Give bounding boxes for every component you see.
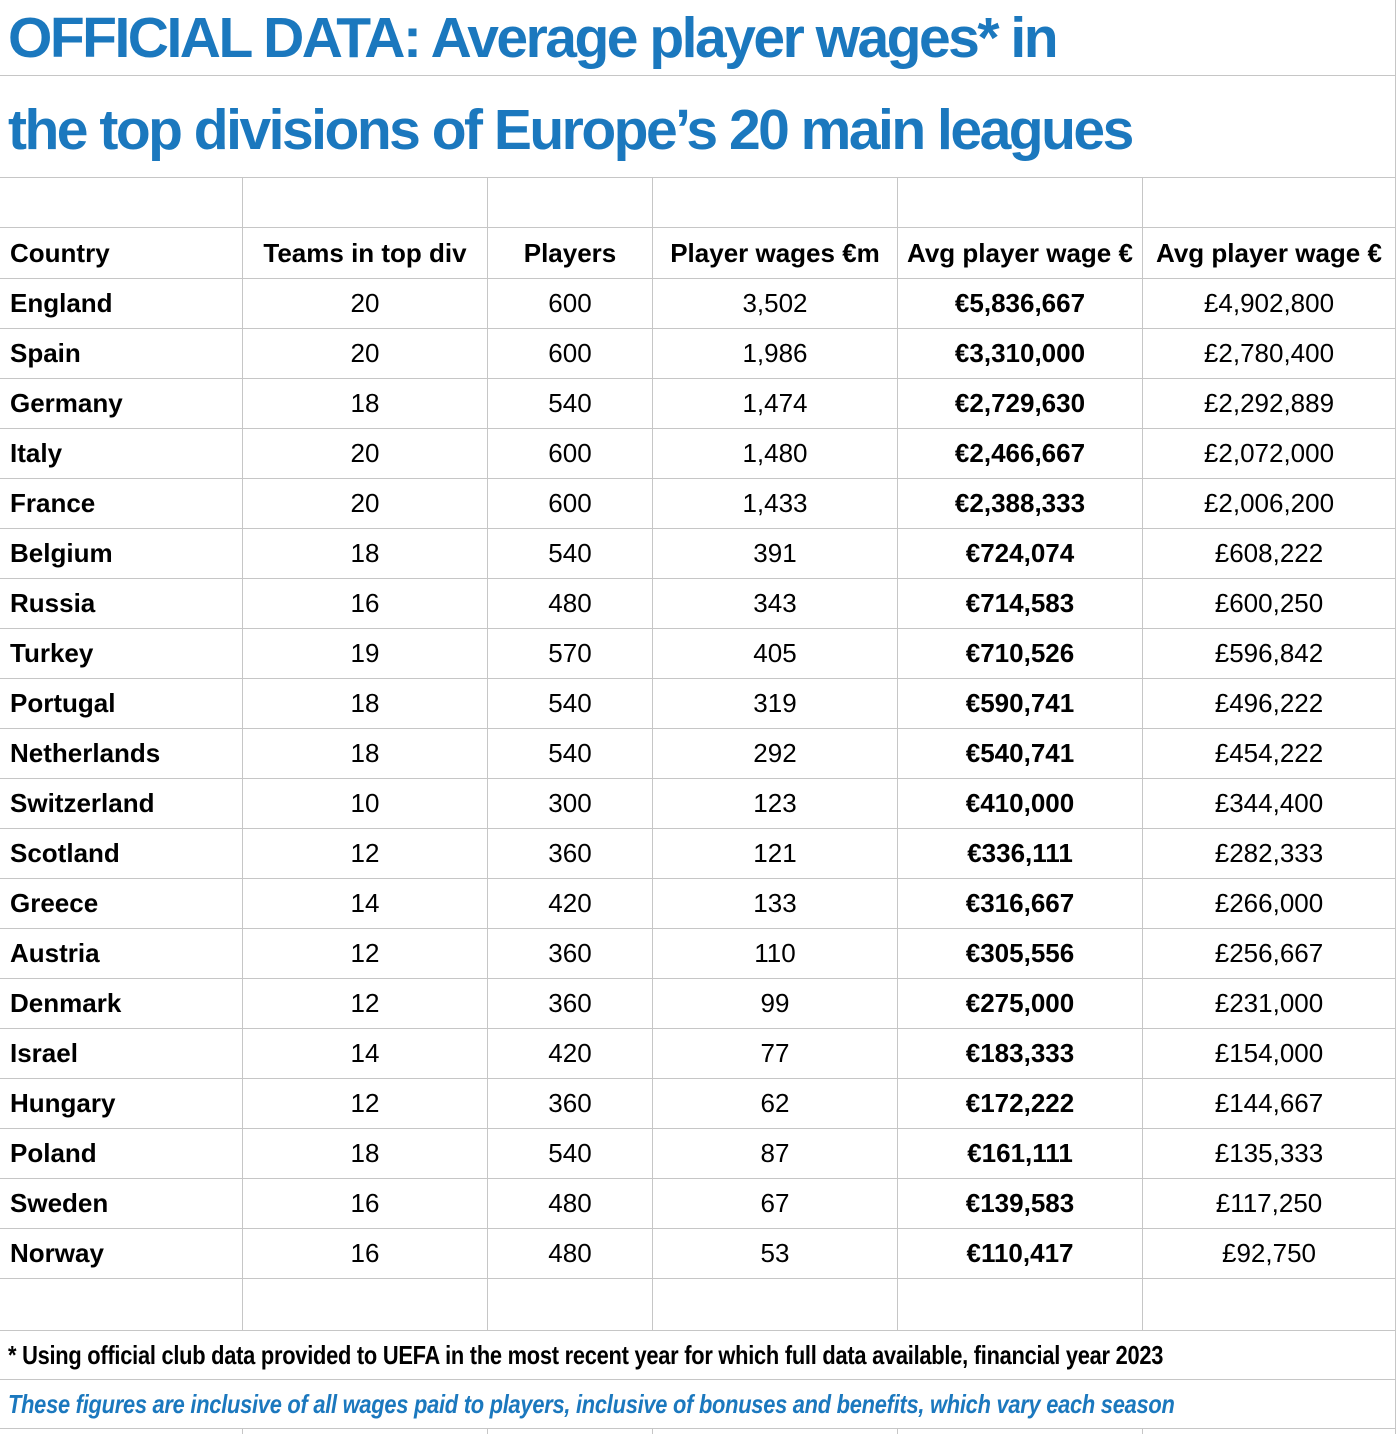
- empty-cell: [243, 1279, 488, 1330]
- header-avg-wage-gbp: Avg player wage €: [1156, 237, 1382, 268]
- value-cell: 540: [488, 529, 653, 578]
- value-cell: £496,222: [1214, 688, 1324, 718]
- country-cell: Hungary: [0, 1079, 243, 1128]
- country-cell: Scotland: [0, 829, 243, 878]
- value-cell: 600: [488, 279, 653, 328]
- value-cell: £92,750: [1222, 1238, 1316, 1268]
- value-cell: 12: [243, 929, 488, 978]
- table-row: [0, 1229, 1395, 1279]
- value-cell: 600: [488, 329, 653, 378]
- empty-cell: [488, 178, 653, 227]
- table-body: [0, 279, 1395, 1279]
- country-cell: England: [0, 279, 243, 328]
- empty-cell: [488, 1279, 653, 1330]
- value-cell: 121: [653, 829, 898, 878]
- table-row: [0, 1029, 1395, 1079]
- value-cell: €275,000: [898, 979, 1143, 1028]
- value-cell: 360: [488, 979, 653, 1028]
- value-cell: £2,006,200: [1203, 488, 1335, 518]
- table-row: [0, 1079, 1395, 1129]
- value-cell: 480: [488, 1179, 653, 1228]
- country-cell: Turkey: [0, 629, 243, 678]
- header-teams: Teams in top div: [243, 228, 488, 278]
- value-cell: 18: [243, 379, 488, 428]
- value-cell: €710,526: [898, 629, 1143, 678]
- table-row: [0, 629, 1395, 679]
- value-cell: £117,250: [1215, 1188, 1323, 1218]
- page-title-line1: OFFICIAL DATA: Average player wages* in: [0, 0, 1395, 76]
- value-cell: €2,466,667: [898, 429, 1143, 478]
- value-cell: 405: [653, 629, 898, 678]
- value-cell: 19: [243, 629, 488, 678]
- value-cell: 20: [243, 329, 488, 378]
- value-cell: 3,502: [653, 279, 898, 328]
- value-cell: 87: [653, 1129, 898, 1178]
- country-cell: France: [0, 479, 243, 528]
- value-cell: £2,292,889: [1203, 388, 1335, 418]
- value-cell: 16: [243, 1179, 488, 1228]
- value-cell: 18: [243, 729, 488, 778]
- value-cell: €2,388,333: [898, 479, 1143, 528]
- value-cell: €110,417: [898, 1229, 1143, 1278]
- value-cell: 540: [488, 379, 653, 428]
- table-row: [0, 1179, 1395, 1229]
- table-row: [0, 429, 1395, 479]
- value-cell: €714,583: [898, 579, 1143, 628]
- value-cell: 16: [243, 1229, 488, 1278]
- value-cell: 600: [488, 429, 653, 478]
- value-cell: 480: [488, 579, 653, 628]
- value-cell: 1,474: [653, 379, 898, 428]
- value-cell: 20: [243, 429, 488, 478]
- value-cell: €540,741: [898, 729, 1143, 778]
- value-cell: £266,000: [1214, 888, 1324, 918]
- value-cell: 600: [488, 479, 653, 528]
- value-cell: £608,222: [1214, 538, 1324, 568]
- table-row: [0, 529, 1395, 579]
- empty-cell: [0, 1279, 243, 1330]
- value-cell: €724,074: [898, 529, 1143, 578]
- footnote-italic-row: [0, 1380, 1395, 1429]
- spacer-row-bottom: [0, 1279, 1395, 1331]
- value-cell: €590,741: [898, 679, 1143, 728]
- value-cell: 1,986: [653, 329, 898, 378]
- value-cell: 53: [653, 1229, 898, 1278]
- value-cell: 133: [653, 879, 898, 928]
- empty-cell: [0, 178, 243, 227]
- value-cell: 319: [653, 679, 898, 728]
- value-cell: £256,667: [1214, 938, 1324, 968]
- table-row: [0, 829, 1395, 879]
- table-row: [0, 779, 1395, 829]
- value-cell: 16: [243, 579, 488, 628]
- empty-cell: [243, 178, 488, 227]
- empty-cell: [898, 1429, 1143, 1434]
- value-cell: €172,222: [898, 1079, 1143, 1128]
- value-cell: £600,250: [1214, 588, 1324, 618]
- value-cell: 10: [243, 779, 488, 828]
- value-cell: £596,842: [1214, 638, 1324, 668]
- value-cell: 300: [488, 779, 653, 828]
- value-cell: 360: [488, 829, 653, 878]
- value-cell: 62: [653, 1079, 898, 1128]
- value-cell: 18: [243, 1129, 488, 1178]
- table-row: [0, 279, 1395, 329]
- country-cell: Switzerland: [0, 779, 243, 828]
- table-row: [0, 729, 1395, 779]
- country-cell: Portugal: [0, 679, 243, 728]
- country-cell: Norway: [0, 1229, 243, 1278]
- header-country: Country: [0, 228, 243, 278]
- value-cell: 18: [243, 679, 488, 728]
- value-cell: 67: [653, 1179, 898, 1228]
- empty-cell: [1143, 1429, 1395, 1434]
- value-cell: 540: [488, 679, 653, 728]
- footnote-italic-text: These figures are inclusive of all wages paid to players, inclusive of bonuses and benefits, which vary each season: [8, 1388, 1175, 1419]
- value-cell: €5,836,667: [898, 279, 1143, 328]
- value-cell: €305,556: [898, 929, 1143, 978]
- value-cell: €336,111: [898, 829, 1143, 878]
- country-cell: Austria: [0, 929, 243, 978]
- header-wages-total: Player wages €m: [653, 228, 898, 278]
- value-cell: 14: [243, 879, 488, 928]
- country-cell: Belgium: [0, 529, 243, 578]
- country-cell: Denmark: [0, 979, 243, 1028]
- empty-cell: [488, 1429, 653, 1434]
- value-cell: 420: [488, 1029, 653, 1078]
- value-cell: £144,667: [1214, 1088, 1324, 1118]
- value-cell: 20: [243, 479, 488, 528]
- value-cell: 12: [243, 829, 488, 878]
- value-cell: 12: [243, 979, 488, 1028]
- value-cell: 540: [488, 1129, 653, 1178]
- value-cell: £344,400: [1214, 788, 1324, 818]
- country-cell: Spain: [0, 329, 243, 378]
- table-row: [0, 579, 1395, 629]
- value-cell: €139,583: [898, 1179, 1143, 1228]
- value-cell: £154,000: [1214, 1038, 1324, 1068]
- value-cell: €410,000: [898, 779, 1143, 828]
- value-cell: 110: [653, 929, 898, 978]
- table-row: [0, 379, 1395, 429]
- footnote-row: [0, 1331, 1395, 1380]
- value-cell: €2,729,630: [898, 379, 1143, 428]
- empty-cell: [653, 178, 898, 227]
- table-row: [0, 479, 1395, 529]
- value-cell: 20: [243, 279, 488, 328]
- table-row: [0, 879, 1395, 929]
- value-cell: £4,902,800: [1203, 288, 1335, 318]
- value-cell: £454,222: [1214, 738, 1324, 768]
- value-cell: 123: [653, 779, 898, 828]
- value-cell: 14: [243, 1029, 488, 1078]
- value-cell: €316,667: [898, 879, 1143, 928]
- value-cell: 18: [243, 529, 488, 578]
- value-cell: £2,072,000: [1203, 438, 1335, 468]
- country-cell: Sweden: [0, 1179, 243, 1228]
- empty-cell: [1143, 1279, 1395, 1330]
- empty-cell: [243, 1429, 488, 1434]
- empty-cell: [653, 1429, 898, 1434]
- table-row: [0, 979, 1395, 1029]
- header-players: Players: [488, 228, 653, 278]
- value-cell: £2,780,400: [1203, 338, 1335, 368]
- value-cell: 480: [488, 1229, 653, 1278]
- value-cell: 1,433: [653, 479, 898, 528]
- value-cell: 360: [488, 929, 653, 978]
- value-cell: 360: [488, 1079, 653, 1128]
- spacer-row-top: [0, 178, 1395, 228]
- table-header-row: [0, 228, 1395, 279]
- value-cell: 570: [488, 629, 653, 678]
- value-cell: 540: [488, 729, 653, 778]
- value-cell: £135,333: [1214, 1138, 1324, 1168]
- value-cell: €3,310,000: [898, 329, 1143, 378]
- value-cell: 292: [653, 729, 898, 778]
- empty-cell: [898, 178, 1143, 227]
- value-cell: €183,333: [898, 1029, 1143, 1078]
- empty-cell: [898, 1279, 1143, 1330]
- value-cell: 343: [653, 579, 898, 628]
- value-cell: £231,000: [1214, 988, 1324, 1018]
- country-cell: Israel: [0, 1029, 243, 1078]
- table-row: [0, 1129, 1395, 1179]
- value-cell: 12: [243, 1079, 488, 1128]
- value-cell: 420: [488, 879, 653, 928]
- value-cell: 77: [653, 1029, 898, 1078]
- empty-cell: [1143, 178, 1395, 227]
- footnote-text: * Using official club data provided to UEFA in the most recent year for which full data available, financial year 2023: [8, 1339, 1164, 1370]
- country-cell: Poland: [0, 1129, 243, 1178]
- page-title-line2: the top divisions of Europe’s 20 main leagues: [0, 76, 1395, 178]
- country-cell: Italy: [0, 429, 243, 478]
- header-avg-wage-eur: Avg player wage €: [898, 228, 1143, 278]
- table-row: [0, 679, 1395, 729]
- bottom-sliver-row: [0, 1429, 1395, 1434]
- country-cell: Germany: [0, 379, 243, 428]
- empty-cell: [653, 1279, 898, 1330]
- country-cell: Netherlands: [0, 729, 243, 778]
- value-cell: £282,333: [1214, 838, 1324, 868]
- empty-cell: [0, 1429, 243, 1434]
- table-row: [0, 329, 1395, 379]
- value-cell: 391: [653, 529, 898, 578]
- country-cell: Russia: [0, 579, 243, 628]
- value-cell: 99: [653, 979, 898, 1028]
- value-cell: 1,480: [653, 429, 898, 478]
- table-row: [0, 929, 1395, 979]
- country-cell: Greece: [0, 879, 243, 928]
- value-cell: €161,111: [898, 1129, 1143, 1178]
